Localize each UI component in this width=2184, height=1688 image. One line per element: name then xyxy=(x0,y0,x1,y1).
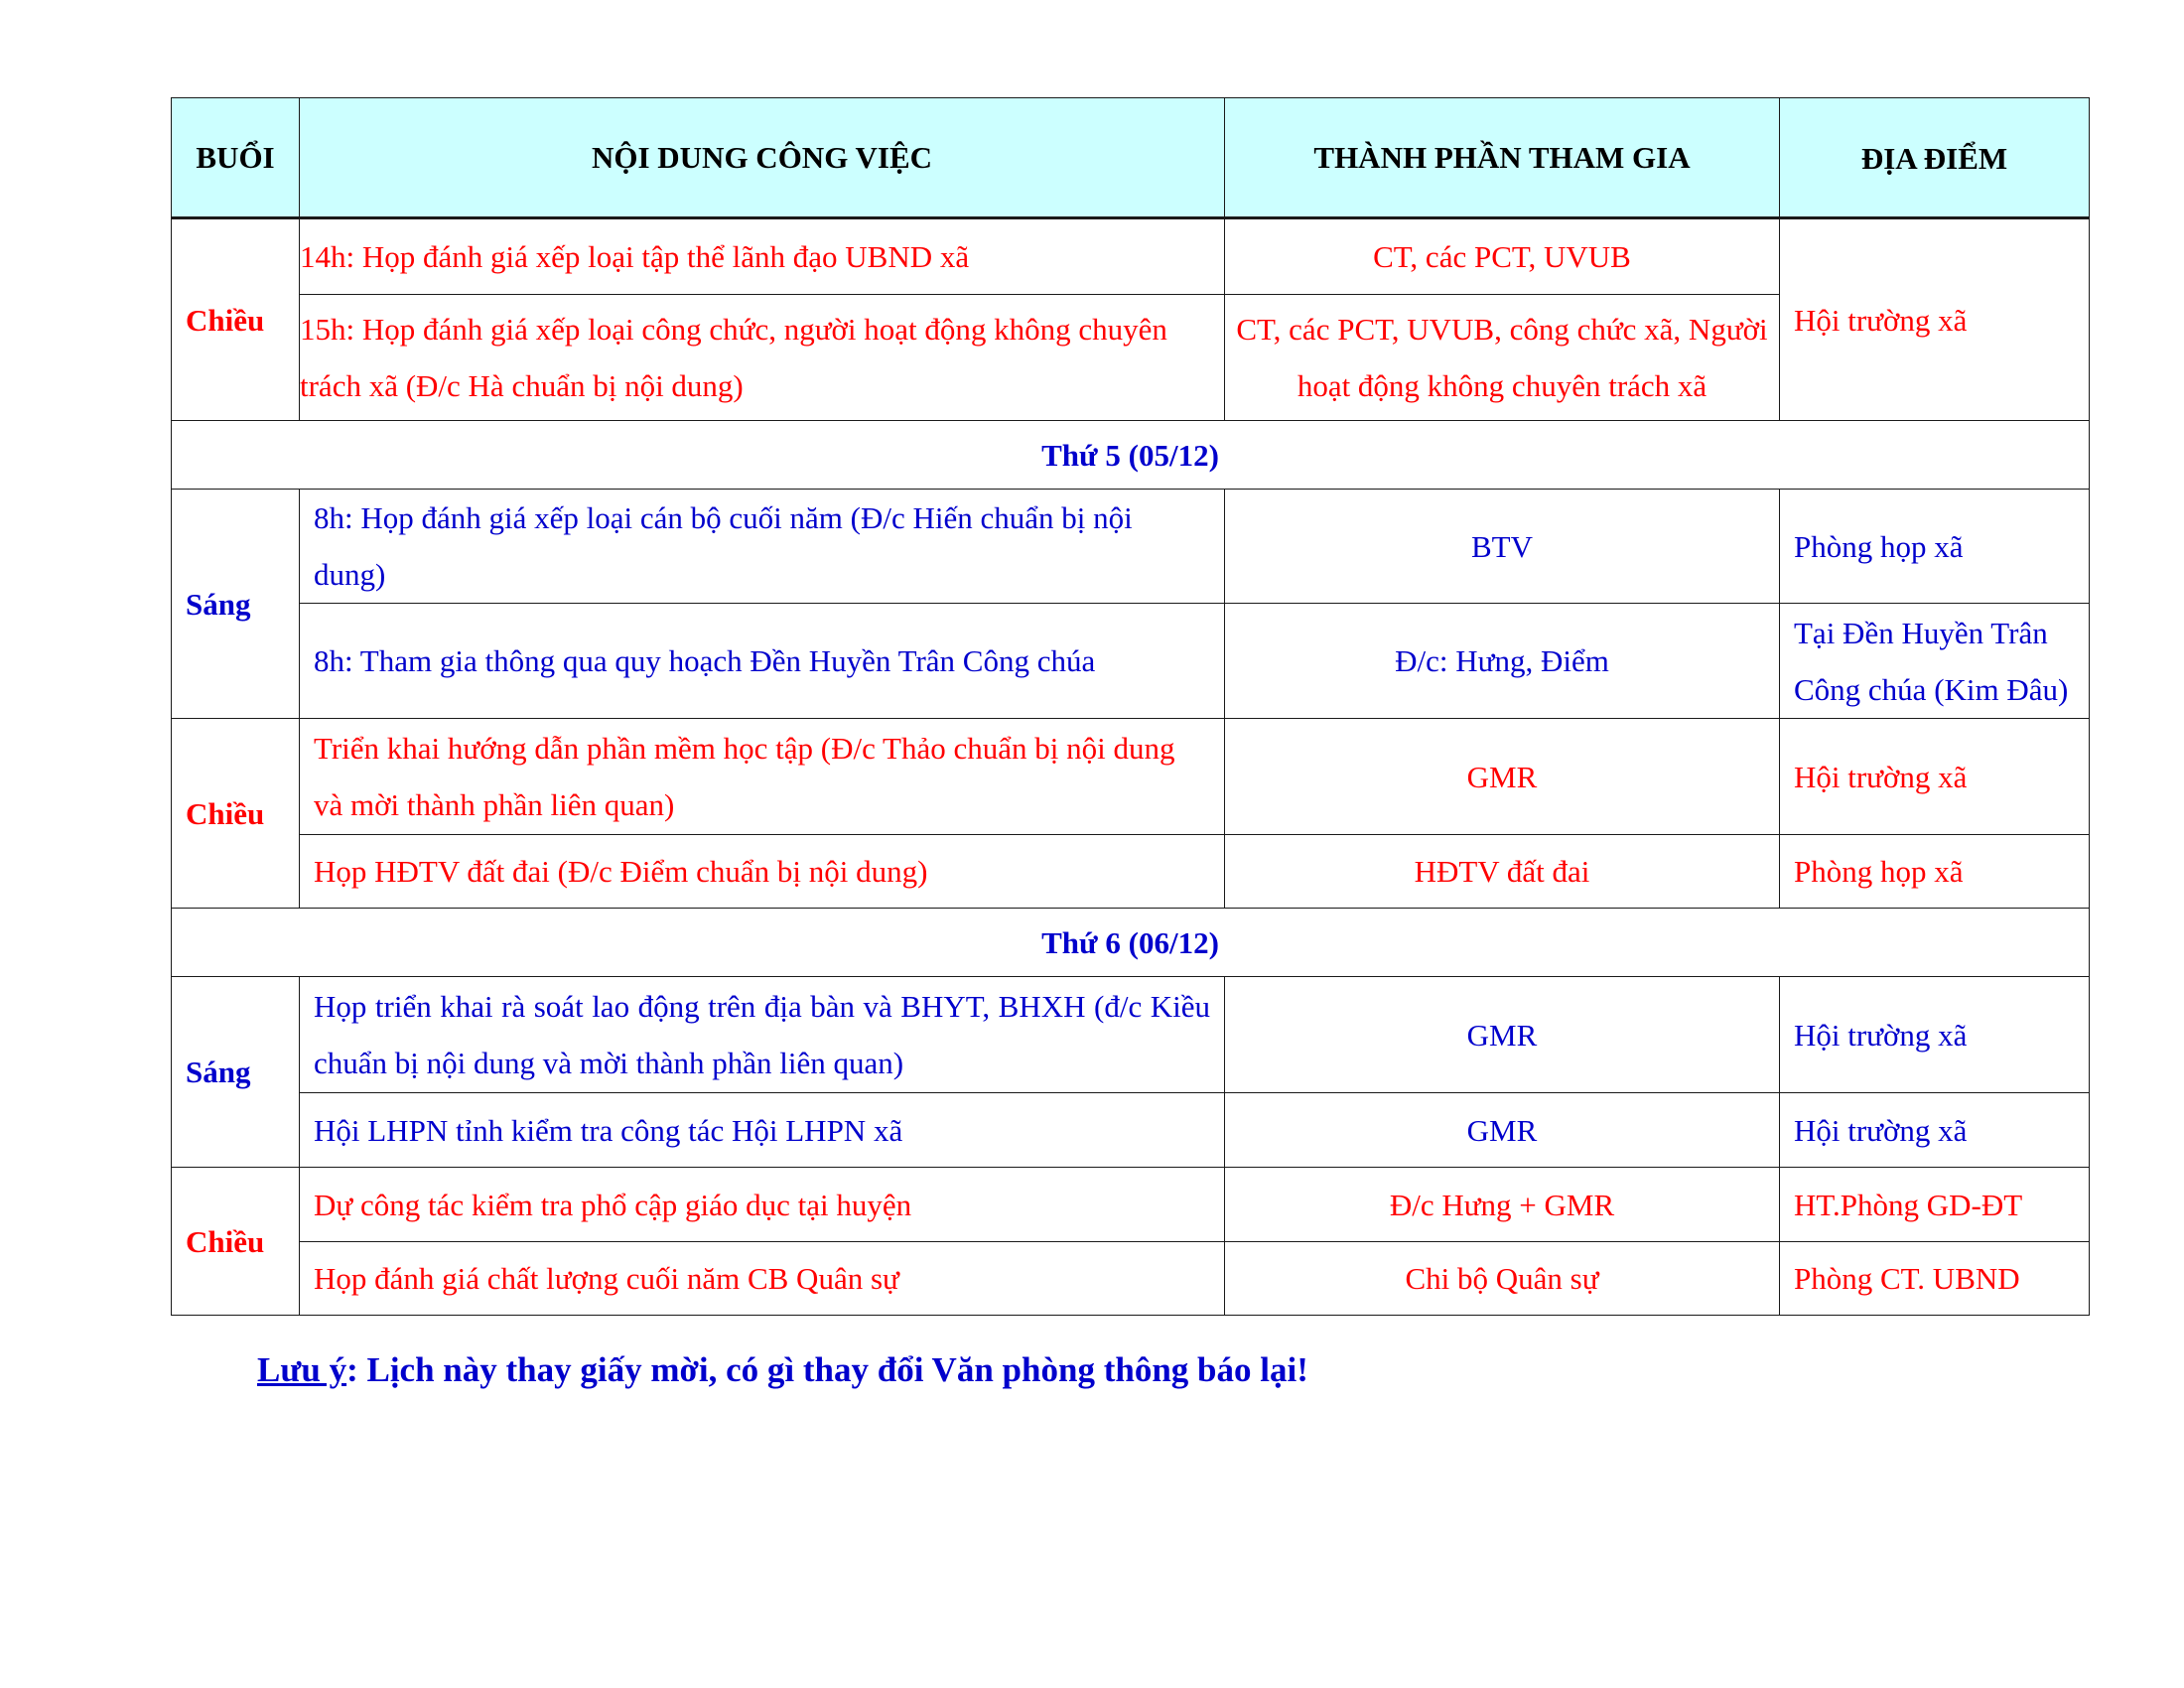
day-header-row xyxy=(172,421,2090,490)
day-title: Thứ 5 (05/12) xyxy=(172,421,2090,490)
schedule-table xyxy=(171,97,2090,1316)
schedule-sheet xyxy=(171,97,2089,1316)
content-cell: Triển khai hướng dẫn phần mềm học tập (Đ/c Thảo chuẩn bị nội dung và mời thành phần liên quan) xyxy=(300,719,1225,835)
table-row xyxy=(172,490,2090,604)
table-row xyxy=(172,835,2090,909)
table-row xyxy=(172,218,2090,295)
participants-cell: CT, các PCT, UVUB xyxy=(1225,218,1780,295)
header-row xyxy=(172,98,2090,218)
footnote xyxy=(257,1350,1308,1390)
participants-cell: Đ/c Hưng + GMR xyxy=(1225,1168,1780,1242)
header-session: BUỔI xyxy=(172,98,300,218)
content-cell: Họp HĐTV đất đai (Đ/c Điểm chuẩn bị nội dung) xyxy=(300,835,1225,909)
header-location: ĐỊA ĐIỂM xyxy=(1780,98,2090,218)
location-cell: Hội trường xã xyxy=(1780,1093,2090,1168)
participants-cell: Chi bộ Quân sự xyxy=(1225,1242,1780,1316)
note-text: : Lịch này thay giấy mời, có gì thay đổi Văn phòng thông báo lại! xyxy=(346,1350,1308,1389)
header-content: NỘI DUNG CÔNG VIỆC xyxy=(300,98,1225,218)
table-row xyxy=(172,604,2090,719)
table-row xyxy=(172,1168,2090,1242)
content-cell: Hội LHPN tỉnh kiểm tra công tác Hội LHPN xã xyxy=(300,1093,1225,1168)
session-cell: Sáng xyxy=(172,977,300,1168)
location-cell: Phòng họp xã xyxy=(1780,835,2090,909)
participants-cell: Đ/c: Hưng, Điểm xyxy=(1225,604,1780,719)
participants-cell: GMR xyxy=(1225,1093,1780,1168)
location-cell: Tại Đền Huyền Trân Công chúa (Kim Đâu) xyxy=(1780,604,2090,719)
content-cell: 8h: Tham gia thông qua quy hoạch Đền Huyền Trân Công chúa xyxy=(300,604,1225,719)
content-cell: Họp triển khai rà soát lao động trên địa bàn và BHYT, BHXH (đ/c Kiều chuẩn bị nội dung và mời thành phần liên quan) xyxy=(300,977,1225,1093)
day-header-row xyxy=(172,909,2090,977)
location-cell: Phòng CT. UBND xyxy=(1780,1242,2090,1316)
day-title: Thứ 6 (06/12) xyxy=(172,909,2090,977)
table-row xyxy=(172,719,2090,835)
location-cell: Hội trường xã xyxy=(1780,977,2090,1093)
participants-cell: CT, các PCT, UVUB, công chức xã, Người hoạt động không chuyên trách xã xyxy=(1225,295,1780,421)
content-cell: 14h: Họp đánh giá xếp loại tập thể lãnh đạo UBND xã xyxy=(300,218,1225,295)
content-cell: Họp đánh giá chất lượng cuối năm CB Quân sự xyxy=(300,1242,1225,1316)
participants-cell: GMR xyxy=(1225,977,1780,1093)
location-cell: HT.Phòng GD-ĐT xyxy=(1780,1168,2090,1242)
content-cell: Dự công tác kiểm tra phổ cập giáo dục tại huyện xyxy=(300,1168,1225,1242)
location-cell: Phòng họp xã xyxy=(1780,490,2090,604)
content-cell: 8h: Họp đánh giá xếp loại cán bộ cuối năm (Đ/c Hiến chuẩn bị nội dung) xyxy=(300,490,1225,604)
content-cell: 15h: Họp đánh giá xếp loại công chức, người hoạt động không chuyên trách xã (Đ/c Hà chuẩn bị nội dung) xyxy=(300,295,1225,421)
session-cell: Chiều xyxy=(172,218,300,421)
table-row xyxy=(172,977,2090,1093)
table-row xyxy=(172,1242,2090,1316)
participants-cell: HĐTV đất đai xyxy=(1225,835,1780,909)
session-cell: Chiều xyxy=(172,719,300,909)
table-row xyxy=(172,1093,2090,1168)
session-cell: Sáng xyxy=(172,490,300,719)
note-label: Lưu ý xyxy=(257,1350,347,1389)
location-cell: Hội trường xã xyxy=(1780,719,2090,835)
session-cell: Chiều xyxy=(172,1168,300,1316)
participants-cell: BTV xyxy=(1225,490,1780,604)
location-cell: Hội trường xã xyxy=(1780,218,2090,421)
header-participants: THÀNH PHẦN THAM GIA xyxy=(1225,98,1780,218)
participants-cell: GMR xyxy=(1225,719,1780,835)
